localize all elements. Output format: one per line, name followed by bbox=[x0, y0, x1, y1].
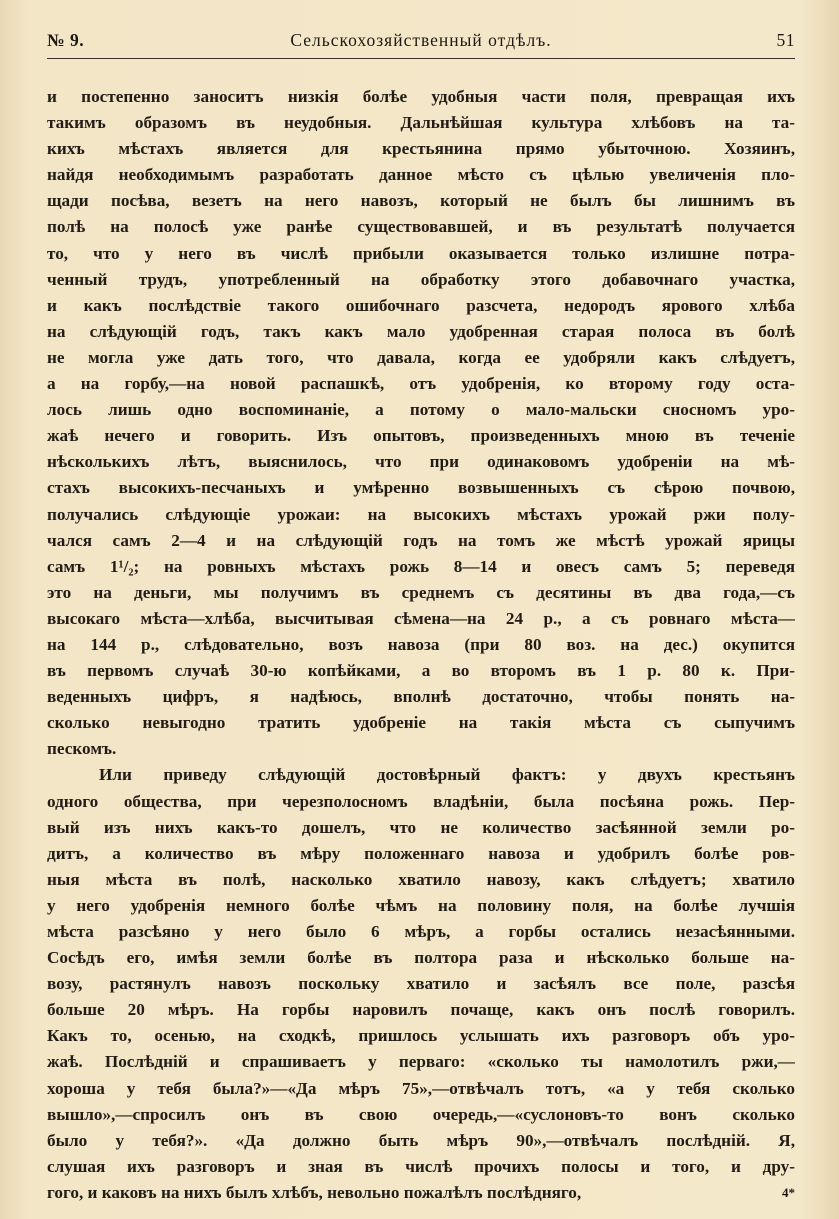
text-line: самъ 1¹/₂; на ровныхъ мѣстахъ рожь 8—14 и овесъ самъ 5; переведя bbox=[47, 556, 795, 576]
text-line: кихъ мѣстахъ является для крестьянина прямо убыточною. Хозяинъ, bbox=[47, 139, 795, 159]
text-line: сколько невыгодно тратить удобреніе на такія мѣста съ сыпучимъ bbox=[47, 713, 795, 733]
text-line: вышло»,—спросилъ онъ въ свою очередь,—«суслоновъ-то вонъ сколько bbox=[47, 1104, 795, 1124]
text-line: Сосѣдъ его, имѣя земли болѣе въ полтора раза и нѣсколько больше на- bbox=[47, 948, 795, 968]
text-line: лось лишь одно воспоминаніе, а потому о мало-мальски сносномъ уро- bbox=[47, 400, 795, 420]
text-line: Какъ то, осенью, на сходкѣ, пришлось услышать ихъ разговоръ объ уро- bbox=[47, 1026, 795, 1046]
signature-mark: 4* bbox=[782, 1185, 795, 1200]
text-line: получались слѣдующіе урожаи: на высокихъ мѣстахъ урожай ржи полу- bbox=[47, 504, 795, 524]
text-line: у него удобренія немного болѣе чѣмъ на половину поля, на болѣе лучшія bbox=[47, 895, 795, 915]
text-line: найдя необходимымъ разработать данное мѣсто съ цѣлью увеличенія пло- bbox=[47, 165, 795, 185]
text-line: возу, растянулъ навозъ поскольку хватило и засѣялъ все поле, разсѣя bbox=[47, 974, 795, 994]
text-line: было у тебя?». «Да должно быть мѣръ 90»,—отвѣчалъ послѣдній. Я, bbox=[47, 1130, 795, 1150]
text-line: больше 20 мѣръ. На горбы наровилъ почаще, какъ онъ послѣ говорилъ. bbox=[47, 1000, 795, 1020]
running-header bbox=[47, 30, 795, 58]
text-line: то, что у него въ числѣ прибыли оказывается только излишне потра- bbox=[47, 243, 795, 263]
text-line: въ первомъ случаѣ 30-ю копѣйками, а во второмъ въ 1 р. 80 к. При- bbox=[47, 661, 795, 681]
text-line: на слѣдующій годъ, такъ какъ мало удобренная старая полоса въ болѣ bbox=[47, 321, 795, 341]
section-title: Сельскохозяйственный отдѣлъ. bbox=[290, 30, 552, 50]
text-line: Или приведу слѣдующій достовѣрный фактъ: у двухъ крестьянъ bbox=[99, 765, 795, 785]
text-line: а на горбу,—на новой распашкѣ, отъ удобренія, ко второму году оста- bbox=[47, 374, 795, 394]
body-text bbox=[47, 84, 795, 1206]
text-line: такимъ образомъ въ неудобныя. Дальнѣйшая культура хлѣбовъ на та- bbox=[47, 113, 795, 133]
text-line: хороша у тебя была?»—«Да мѣръ 75»,—отвѣчалъ тотъ, «а у тебя сколько bbox=[47, 1078, 795, 1098]
text-line: щади посѣва, везетъ на него навозъ, который не былъ бы лишнимъ въ bbox=[47, 191, 795, 211]
text-line: стахъ высокихъ-песчаныхъ и умѣренно возвышенныхъ съ сѣрою почвою, bbox=[47, 478, 795, 498]
text-line: не могла уже дать того, что давала, когда ее удобряли какъ слѣдуетъ, bbox=[47, 347, 795, 367]
text-line: нѣсколькихъ лѣтъ, выяснилось, что при одинаковомъ удобреніи на мѣ- bbox=[47, 452, 795, 472]
text-line: полѣ на полосѣ уже ранѣе существовавшей, и въ результатѣ получается bbox=[47, 217, 795, 237]
text-line: пескомъ. bbox=[47, 739, 117, 759]
text-line: мѣста разсѣяно у него было 6 мѣръ, а горбы остались незасѣянными. bbox=[47, 922, 795, 941]
text-line: и постепенно заноситъ низкія болѣе удобныя части поля, превращая ихъ bbox=[47, 87, 795, 106]
text-line: дитъ, а количество въ мѣру положеннаго навоза и удобрилъ болѣе ров- bbox=[47, 843, 795, 863]
text-line: вый изъ нихъ какъ-то дошелъ, что не количество засѣянной земли ро- bbox=[47, 817, 795, 837]
text-line: ченный трудъ, употребленный на обработку этого добавочнаго участка, bbox=[47, 269, 795, 289]
text-line: веденныхъ цифръ, я надѣюсь, вполнѣ достаточно, чтобы понять на- bbox=[47, 687, 795, 707]
text-line: на 144 р., слѣдовательно, возъ навоза (при 80 воз. на дес.) окупится bbox=[47, 634, 795, 654]
page-number: 51 bbox=[776, 30, 795, 50]
text-line: чался самъ 2—4 и на слѣдующій годъ на томъ же мѣстѣ урожай ярицы bbox=[47, 530, 795, 550]
issue-number: № 9. bbox=[47, 30, 85, 50]
text-line: это на деньги, мы получимъ въ среднемъ съ десятины въ два года,—съ bbox=[47, 582, 795, 602]
header-rule bbox=[47, 58, 795, 59]
text-line: жаѣ нечего и говорить. Изъ опытовъ, произведенныхъ мною въ теченіе bbox=[47, 426, 795, 446]
text-line: гого, и каковъ на нихъ былъ хлѣбъ, невольно пожалѣлъ послѣдняго, bbox=[47, 1182, 582, 1202]
text-line: высокаго мѣста—хлѣба, высчитывая сѣмена—на 24 р., а съ ровнаго мѣста— bbox=[47, 608, 795, 628]
text-line: и какъ послѣдствіе такого ошибочнаго разсчета, недородъ ярового хлѣба bbox=[47, 295, 795, 315]
text-line: ныя мѣста въ полѣ, насколько хватило навозу, какъ слѣдуетъ; хватило bbox=[47, 869, 795, 889]
text-line: одного общества, при черезполосномъ владѣніи, была посѣяна рожь. Пер- bbox=[47, 791, 795, 811]
text-line: жаѣ. Послѣдній и спрашиваетъ у перваго: «сколько ты намолотилъ ржи,— bbox=[47, 1052, 795, 1072]
text-line: слушая ихъ разговоръ и зная въ числѣ прочихъ полосы и того, и дру- bbox=[47, 1156, 795, 1176]
